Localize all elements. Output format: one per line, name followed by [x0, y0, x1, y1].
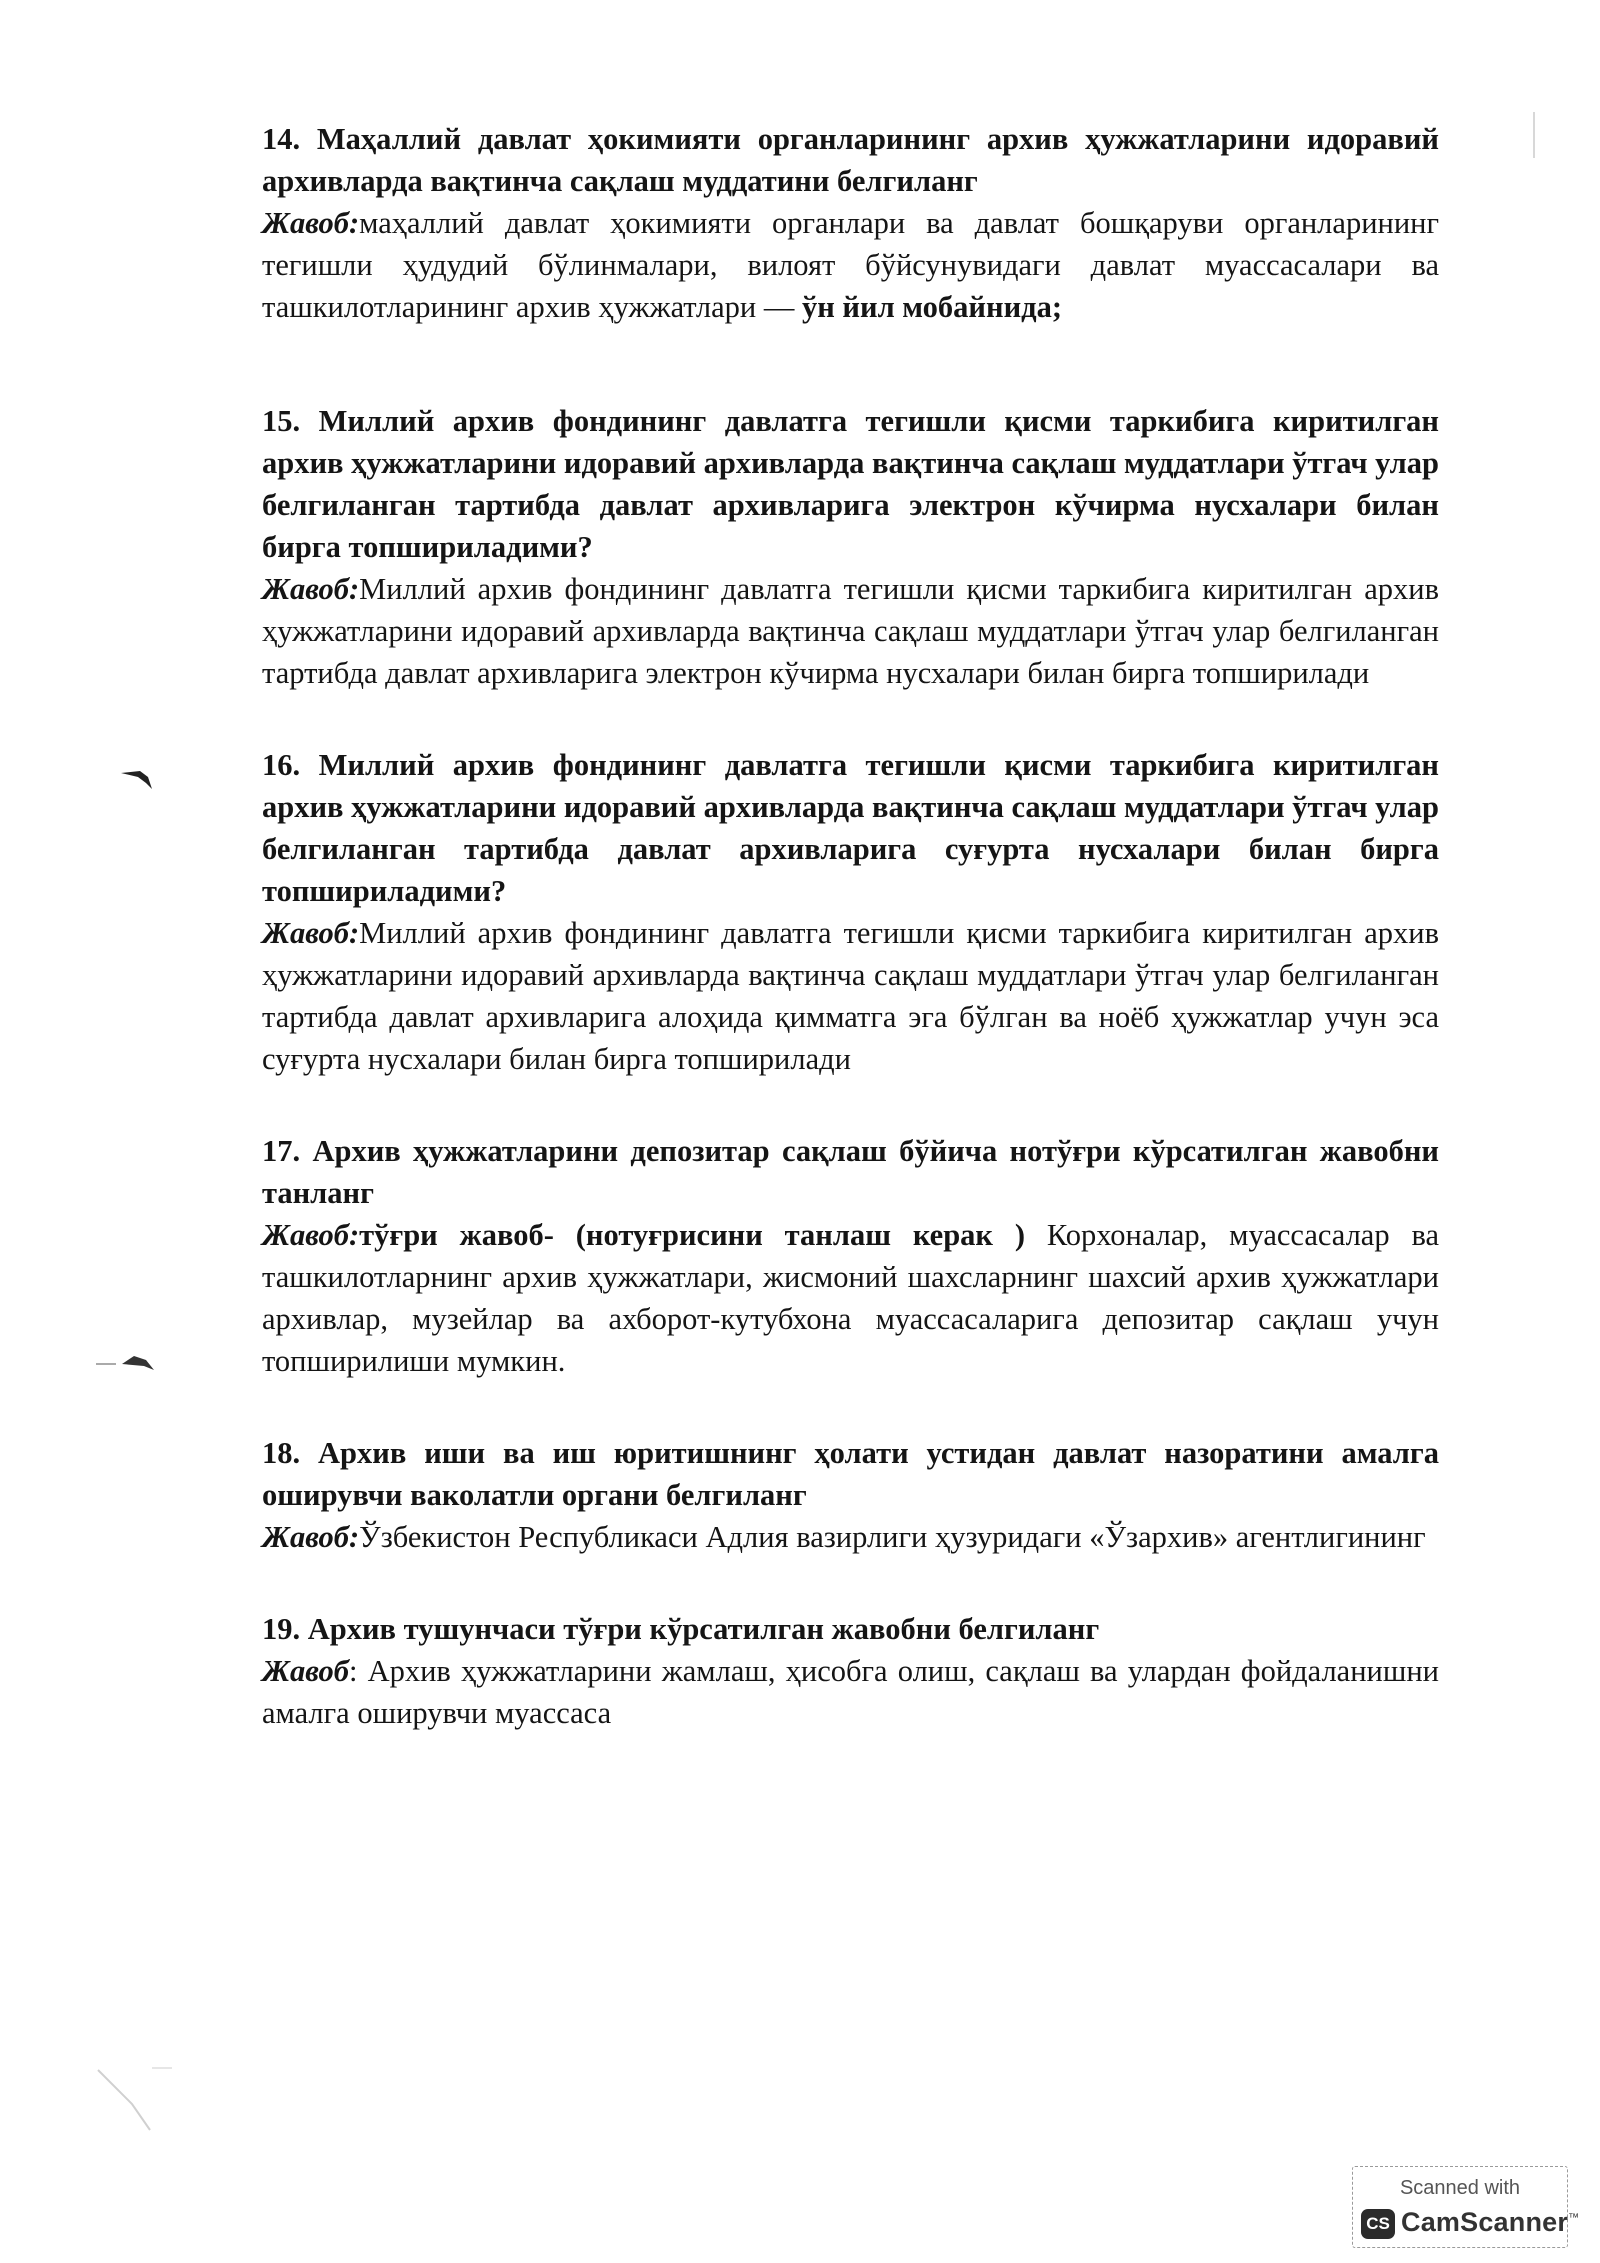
answer-label: Жавоб:	[262, 1520, 360, 1554]
answer-label: Жавоб:	[262, 206, 360, 240]
watermark-brand	[1401, 2207, 1579, 2238]
answer	[262, 912, 1439, 1080]
answer	[262, 568, 1439, 694]
watermark-caption: Scanned with	[1399, 2177, 1521, 2199]
question-title: 19. Архив тушунчаси тўғри кўрсатилган жавобни белгиланг	[262, 1612, 1100, 1646]
answer	[262, 1650, 1439, 1734]
answer-text: Корхоналар, муассасалар ва ташкилотларнинг архив ҳужжатлари, жисмоний шахсларнинг шахсий архив ҳужжатлари архивлар, музейлар ва ахборот-кутубхона муассасаларига депозитар сақлаш учун топширилиши мумкин.	[262, 1218, 1439, 1378]
question-18	[262, 1432, 1439, 1558]
answer	[262, 202, 1439, 328]
document-page	[262, 118, 1439, 1734]
answer	[262, 1516, 1439, 1558]
question-title: 14. Маҳаллий давлат ҳокимияти органларининг архив ҳужжатларини идоравий архивларда вақтинча сақлаш муддатини белгиланг	[262, 122, 1439, 198]
answer-label: Жавоб:	[262, 1218, 360, 1252]
question-17	[262, 1130, 1439, 1382]
trademark-sign: ™	[1568, 2212, 1580, 2224]
question-16	[262, 744, 1439, 1080]
answer-label: Жавоб:	[262, 572, 360, 606]
question-title: 17. Архив ҳужжатларини депозитар сақлаш бўйича нотўғри кўрсатилган жавобни танланг	[262, 1134, 1439, 1210]
answer-label: Жавоб	[262, 1654, 349, 1688]
answer-label: Жавоб:	[262, 916, 360, 950]
question-14	[262, 118, 1439, 328]
answer-bold-text: ўн йил мобайнида;	[801, 290, 1062, 324]
camscanner-watermark	[1352, 2166, 1580, 2248]
answer-text: Миллий архив фондининг давлатга тегишли қисми таркибига киритилган архив ҳужжатларини идоравий архивларда вақтинча сақлаш муддатлари ўтгач улар белгиланган тартибда давлат архивларига алоҳида қимматга эга бўлган ва ноёб ҳужжатлар учун эса суғурта нусхалари билан бирга топширилади	[262, 916, 1439, 1076]
answer-text: маҳаллий давлат ҳокимияти органлари ва давлат бошқаруви органларининг тегишли ҳудудий бўлинмалари, вилоят бўйсунувидаги давлат муассасалари ва ташкилотларининг архив ҳужжатлари —	[262, 206, 1439, 324]
answer-bold-text: тўғри жавоб- (нотуғрисини танлаш керак )	[359, 1218, 1026, 1252]
answer-text: Миллий архив фондининг давлатга тегишли қисми таркибига киритилган архив ҳужжатларини идоравий архивларда вақтинча сақлаш муддатлари ўтгач улар белгиланган тартибда давлат архивларига электрон кўчирма нусхалари билан бирга топширилади	[262, 572, 1439, 690]
question-title: 18. Архив иши ва иш юритишнинг ҳолати устидан давлат назоратини амалга оширувчи ваколатли органи белгиланг	[262, 1436, 1439, 1512]
scan-mark-bottom-left	[92, 2060, 172, 2150]
answer-text: : Архив ҳужжатларини жамлаш, ҳисобга олиш, сақлаш ва улардан фойдаланишни амалга оширувчи муассаса	[262, 1654, 1439, 1730]
answer-text: Ўзбекистон Республикаси Адлия вазирлиги ҳузуридаги «Ўзархив» агентлигининг	[359, 1520, 1426, 1554]
question-19	[262, 1608, 1439, 1734]
answer	[262, 1214, 1439, 1382]
question-title: 15. Миллий архив фондининг давлатга тегишли қисми таркибига киритилган архив ҳужжатларини идоравий архивларда вақтинча сақлаш муддатлари ўтгач улар белгиланган тартибда давлат архивларига электрон кўчирма нусхалари билан бирга топшириладими?	[262, 404, 1439, 564]
scan-mark-left-2	[92, 1350, 162, 1380]
question-15	[262, 400, 1439, 694]
scan-mark-left-1	[118, 765, 158, 795]
camscanner-logo-icon: CS	[1361, 2209, 1395, 2239]
question-title: 16. Миллий архив фондининг давлатга тегишли қисми таркибига киритилган архив ҳужжатларини идоравий архивларда вақтинча сақлаш муддатлари ўтгач улар белгиланган тартибда давлат архивларига суғурта нусхалари билан бирга топшириладими?	[262, 748, 1439, 908]
brand-name: CamScanner	[1401, 2207, 1569, 2237]
scan-mark-top-right	[1530, 110, 1540, 160]
